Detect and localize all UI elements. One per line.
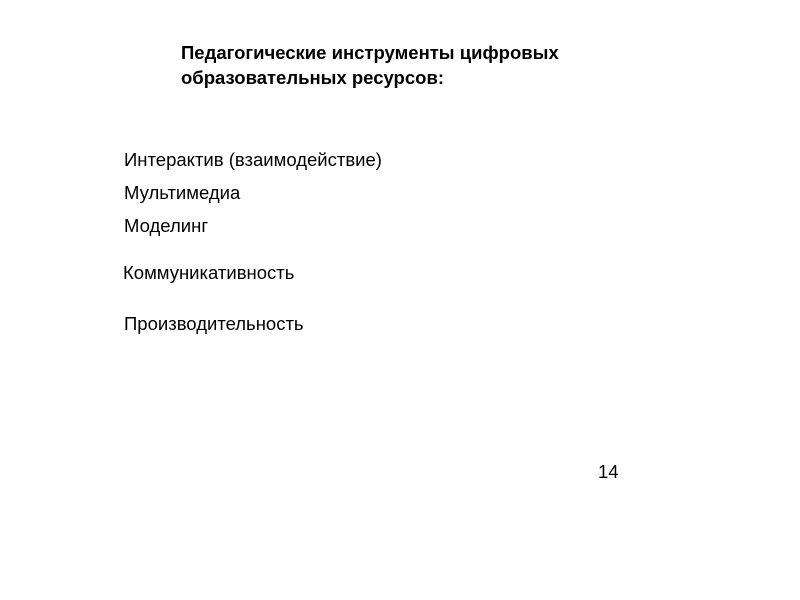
tool-item-interactive: Интерактив (взаимодействие) [124,149,382,170]
tool-item-modeling: Моделинг [124,215,209,236]
slide-title-line-1: Педагогические инструменты цифровых [181,42,559,63]
slide-title-line-2: образовательных ресурсов: [181,67,444,88]
slide-title [181,40,681,90]
tool-item-multimedia: Мультимедиа [124,182,241,203]
page-number: 14 [598,461,619,482]
tool-item-communicativeness: Коммуникативность [123,262,295,283]
tool-item-productivity: Производительность [124,313,304,334]
